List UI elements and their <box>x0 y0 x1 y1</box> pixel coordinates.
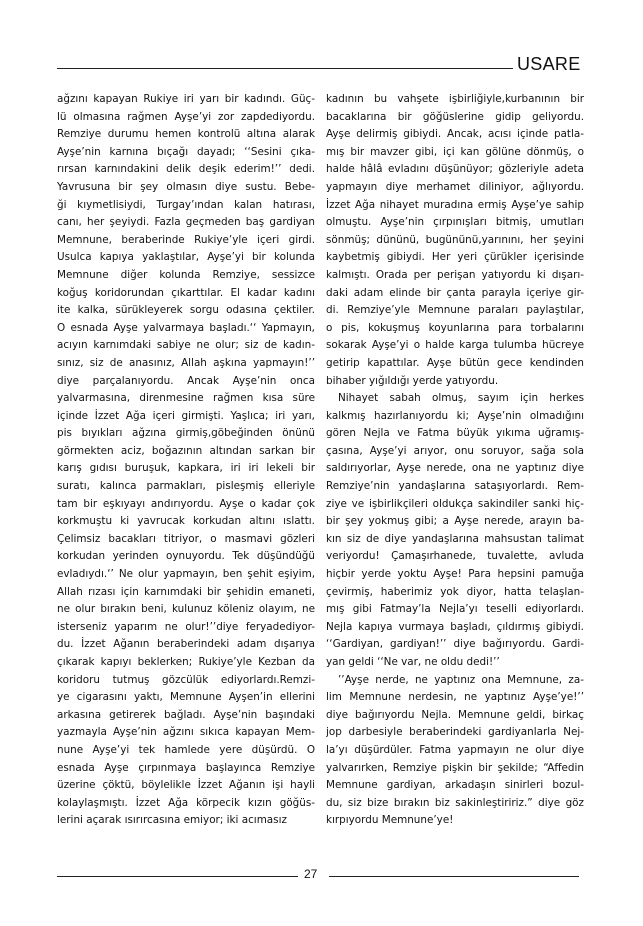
text-line: Remziye durumu hemen kontrolü altına alarak <box>57 128 315 141</box>
text-line: ne olur bırakın beni, kulunuz köleniz olayım, ne <box>57 603 315 616</box>
text-line: ‘‘Gardiyan, gardiyan!’’ diye bağırıyordu. Gardi- <box>326 638 584 651</box>
text-line: içinde İzzet Ağa içeri girmişti. Yaşlıca; iri yarı, <box>57 409 315 422</box>
text-line: kalkmış hazırlanıyordu ki; Ayşe’nin olmadığını <box>326 409 584 422</box>
text-line: korkmuştu ki yavrucak korkudan altını ıslattı. <box>57 515 315 528</box>
text-line: veriyordu! Çamaşırhanede, tuvalette, avluda <box>326 550 584 563</box>
text-line: yalvarırken, Remziye pişkin bir şekilde; “Affedin <box>326 761 584 774</box>
text-line: karış gıdısı buruşuk, kapkara, iri iri lekeli bir <box>57 462 315 475</box>
text-line: koğuş koridorundan çıkarttılar. El kadar kadını <box>57 286 315 299</box>
text-line: çevirmiş, haberimiz yok diyor, hatta telaşlan- <box>326 585 584 598</box>
text-line: kaybetmiş gibiydi. Her yeri çürükler içerisinde <box>326 251 584 264</box>
text-line: ye cigarasını yaktı, Memnune Ayşen’in ellerini <box>57 691 315 704</box>
text-line: nune Ayşe’yi tek hamlede yere düşürdü. O <box>57 743 315 756</box>
text-line: üzerine çöktü, böylelikle İzzet Ağanın işi hayli <box>57 779 315 792</box>
text-line: diye bağırıyordu Nejla. Memnune geldi, birkaç <box>326 708 584 721</box>
text-line: çasına, Ayşe’yi arıyor, onu soruyor, sağa sola <box>326 444 584 457</box>
text-line: lerini açarak ısırırcasına emiyor; iki acımasız <box>57 814 287 827</box>
text-line: suratı, kalınca parmakları, pisleşmiş elleriyle <box>57 480 315 493</box>
text-line: bihaber yığıldığı yerde yatıyordu. <box>326 374 499 387</box>
text-line: ağzını kapayan Rukiye iri yarı bir kadındı. Güç- <box>57 93 315 105</box>
text-line: tam bir eşkıyayı andırıyordu. Ayşe o kadar çok <box>57 497 315 510</box>
text-line: olmuştu. Ayşe’nin çırpınışları bitmiş, umutları <box>326 216 584 229</box>
text-line: getirip kapattılar. Ayşe bütün gece kendinden <box>326 356 584 369</box>
text-line: korkudan yerinden oynuyordu. Tek düşündüğü <box>57 550 315 563</box>
right-text-column <box>326 91 584 830</box>
text-line: koridoru tutmuş gözcülük ediyorlardı.Remzi- <box>57 673 315 686</box>
text-line: mış bir mavzer gibi, içi kan gölüne dönmüş, o <box>326 145 584 158</box>
text-line: sokarak Ayşe’yi o halde karga tulumba hücreye <box>326 339 584 352</box>
footer-rule-left <box>57 876 298 877</box>
text-line: lim Memnune nerdesin, ne yaptınız Ayşe’ye!’’ <box>326 691 584 704</box>
text-line: du, siz bize bırakın biz sakinleştiririz.” diye göz <box>326 796 584 809</box>
text-line: Remziye’nin yandaşlarına sataşıyorlardı. Rem- <box>326 480 584 493</box>
text-line: kolaylaşmıştı. İzzet Ağa körpecik kızın göğüs- <box>57 796 315 809</box>
text-line: Ayşe’nin karnına bıçağı dayadı; ‘‘Sesini çıka- <box>57 145 315 158</box>
text-line: Usulca kapıya yaklaştılar, Ayşe’yi bir kolunda <box>57 251 315 264</box>
text-line: lü olmasına rağmen Ayşe’yi zor zapdediyordu. <box>57 110 315 123</box>
text-line: gören Nejla ve Fatma büyük yıkıma uğramış- <box>326 427 584 440</box>
text-line: esnada Ayşe çırpınmaya başlayınca Remziye <box>57 761 315 774</box>
text-line: la’yı düşürdüler. Fatma yapmayın ne olur diye <box>326 743 584 756</box>
text-line: Memnune, beraberinde Rukiye’yle içeri girdi. <box>57 233 315 246</box>
text-line: Çelimsiz bacakları titriyor, o masmavi gözleri <box>57 532 315 545</box>
text-line: diye parçalanıyordu. Ancak Ayşe’nin onca <box>57 374 315 387</box>
text-line: yalvarmasına, direnmesine rağmen kısa süre <box>57 392 315 405</box>
header-rule <box>57 68 513 69</box>
text-line: yan geldi ‘‘Ne var, ne oldu dedi!’’ <box>326 656 500 668</box>
text-line: Ayşe delirmiş gibiydi. Ancak, acısı içinde patla- <box>326 128 584 141</box>
text-line: ği kıymetlisiydi, Turgay’ından kalan hatırası, <box>57 198 315 211</box>
text-line: evladıydı.‘’ Ne olur yapmayın, ben şehit eşiyim, <box>57 568 315 581</box>
text-line: Nejla kapıya vurmaya başladı, çıldırmış gibiydi. <box>326 620 584 633</box>
text-line: kın siz de diye yandaşlarına mahsustan talimat <box>326 532 584 545</box>
text-line: sönmüş; dününü, bugününü,yarınını, her şeyini <box>326 233 584 246</box>
text-line: kırpıyordu Memnune’ye! <box>326 814 454 827</box>
text-line: isterseniz yaparım ne olur!’’diye feryadediyor- <box>57 620 315 633</box>
text-line: yapmayın diye merhamet diliniyor, ağlıyordu. <box>326 180 584 193</box>
text-line: ziye ve işbirlikçileri oldukça sakindiler sanki hiç- <box>326 497 584 510</box>
text-line: bacaklarına bir göğüslerine gidip geliyordu. <box>326 110 584 123</box>
text-line: hiçbir yerde yoktu Ayşe! Para hepsini pamuğa <box>326 568 584 581</box>
text-line: Memnune diğer kolunda Remziye, sessizce <box>57 268 315 281</box>
running-header-title: USARE <box>517 54 581 74</box>
left-text-column <box>57 91 315 830</box>
text-line: canı, her şeyiydi. Fazla geçmeden baş gardiyan <box>57 216 315 229</box>
footer-rule-right <box>329 876 579 877</box>
text-line: mış gibi Fatmay’la Nejla’yı teselli ediyorlardı. <box>326 603 584 616</box>
text-line: ’’Ayşe nerde, ne yaptınız ona Memnune, za- <box>338 673 584 686</box>
text-line: pis bıyıkları ağzına girmiş,göbeğinden önünü <box>57 427 315 440</box>
text-line: rırsan karnındakini delik deşik ederim!’’ dedi. <box>57 163 315 176</box>
page-number: 27 <box>304 867 318 881</box>
text-line: Nihayet sabah olmuş, sayım için herkes <box>338 392 584 405</box>
text-line: İzzet Ağa nihayet muradına ermiş Ayşe’ye sahip <box>326 198 584 211</box>
text-line: görmekten aciz, boğazının altından sarkan bir <box>57 444 315 457</box>
text-line: o pis, kokuşmuş koyunlarına para torbalarını <box>326 321 584 334</box>
text-line: ite kalka, sürükleyerek sorgu odasına çektiler. <box>57 304 315 317</box>
text-line: O esnada Ayşe yalvarmaya başladı.‘‘ Yapmayın, <box>57 321 315 334</box>
text-line: jop darbesiyle beraberindeki gardiyanlarla Nej- <box>326 726 584 739</box>
text-line: Yavrusuna bir şey olmasın diye sustu. Bebe- <box>57 180 315 193</box>
text-line: di. Remziye’yle Memnune paraları paylaştılar, <box>326 304 584 317</box>
text-line: Memnune gardiyan, arkadaşın sinirleri bozul- <box>326 779 584 792</box>
text-line: kadının bu vahşete işbirliğiyle,kurbanının bir <box>326 93 584 105</box>
text-line: saldırıyorlar, Ayşe nerede, ona ne yaptınız diye <box>326 462 584 475</box>
text-line: kalmıştı. Orada per perişan yatıyordu ki dışarı- <box>326 268 584 281</box>
text-line: du. İzzet Ağanın beraberindeki adam dışarıya <box>57 638 315 651</box>
text-line: acıyın karnımdaki sabiye ne olur; siz de kadın- <box>57 339 315 352</box>
text-line: çıkarak kapıyı beklerken; Rukiye’yle Kezban da <box>57 656 315 668</box>
text-line: yazmayla Ayşe’nin ağzını sıkıca kapayan Mem- <box>57 726 315 739</box>
text-line: sınız, siz de anasınız, Allah aşkına yapmayın!’’ <box>57 356 315 369</box>
text-line: daki adam elinde bir çanta parayla içeriye gir- <box>326 286 584 299</box>
text-line: halde hâlâ evladını düşünüyor; gözleriyle adeta <box>326 163 584 176</box>
text-line: Allah rızası için karnımdaki bir şehidin emaneti, <box>57 585 315 598</box>
text-line: bir şey yokmuş gibi; a Ayşe nerede, arayın ba- <box>326 515 584 528</box>
text-line: arkasına getirerek bağladı. Ayşe’nin başındaki <box>57 708 315 721</box>
